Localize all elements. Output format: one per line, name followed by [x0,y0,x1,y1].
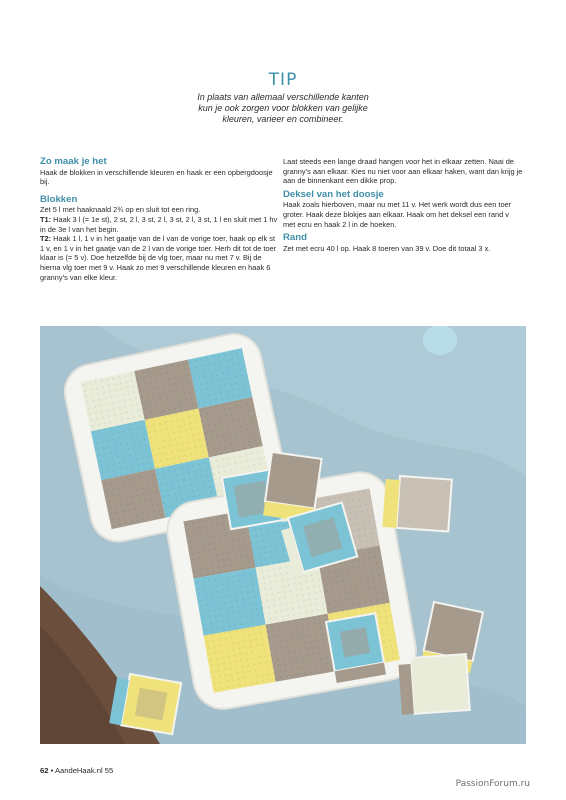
section-heading-how-to: Zo maak je het [40,156,107,167]
cube [109,672,181,734]
cube [326,613,386,683]
blocks-paragraph: Zet 5 l met haaknaald 2¾ op en sluit tot een ring. [40,205,201,215]
round-2-label: T2: [40,234,52,244]
intro-paragraph: Haak de blokken in verschillende kleuren en haak er een opbergdoosje bij. [40,167,273,187]
round-2-paragraph [40,234,281,282]
round-1-paragraph [40,215,281,234]
tip-title: TIP [268,70,298,90]
round-1-label: T1: [40,214,52,224]
lid-paragraph: Haak zoals hierboven, maar nu met 11 v. Het werk wordt dus een toer groter. Haak deze blokjes aan elkaar. Haak om het deksel een rand v met ecru en haak 2 l in de hoeken. [283,200,512,229]
magazine-name: AandeHaak.nl 55 [54,766,114,775]
tip-text [0,92,566,125]
right-column [283,157,523,253]
tip-line: In plaats van allemaal verschillende kanten [197,92,369,102]
left-column [40,157,281,282]
assembly-paragraph: Laat steeds een lange draad hangen voor het in elkaar zetten. Naai de granny’s aan elkaar. Kies nu niet voor aan elkaar haken, want dan krijg je aan de binnenkant een dikke prop. [283,157,523,186]
border-paragraph: Zet met ecru 40 l op. Haak 8 toeren van 39 v. Doe dit totaal 3 x. [283,243,491,253]
section-heading-blocks: Blokken [40,193,78,205]
tip-line: kun je ook zorgen voor blokken van gelijke [198,103,368,113]
photo-illustration [40,326,526,744]
round-1-text: Haak 3 l (= 1e st), 2 st, 2 l, 3 st, 2 l, 3 st, 2 l, 3 st, 1 l en sluit met 1 hv in de 3e l van het begin. [40,214,278,234]
crochet-blocks-photo [40,326,526,744]
section-heading-border: Rand [283,232,307,244]
page-footer [40,766,113,775]
watermark: PassionForum.ru [455,779,530,789]
round-2-text: Haak 1 l, 1 v in het gaatje van de l van de vorige toer, haak op elk st 1 v, en 1 v in het gaatje van de 2 l van de vorige toer. Herh dit tot de toer klaar is (= 5 v). Doe hetzelfde bij de vlg toer, maar nu met 7 v. Bij de hierna vlg toer met 9 v. Haak zo met 9 verschillende kleuren en haak 6 granny’s van elke kleur. [40,234,277,282]
page-number: 62 [40,766,49,775]
footer-bullet: • [50,766,54,775]
section-heading-lid: Deksel van het doosje [283,188,384,200]
cube [382,475,451,531]
tip-line: kleuren, varieer en combineer. [222,114,344,124]
tip-box [0,70,566,125]
